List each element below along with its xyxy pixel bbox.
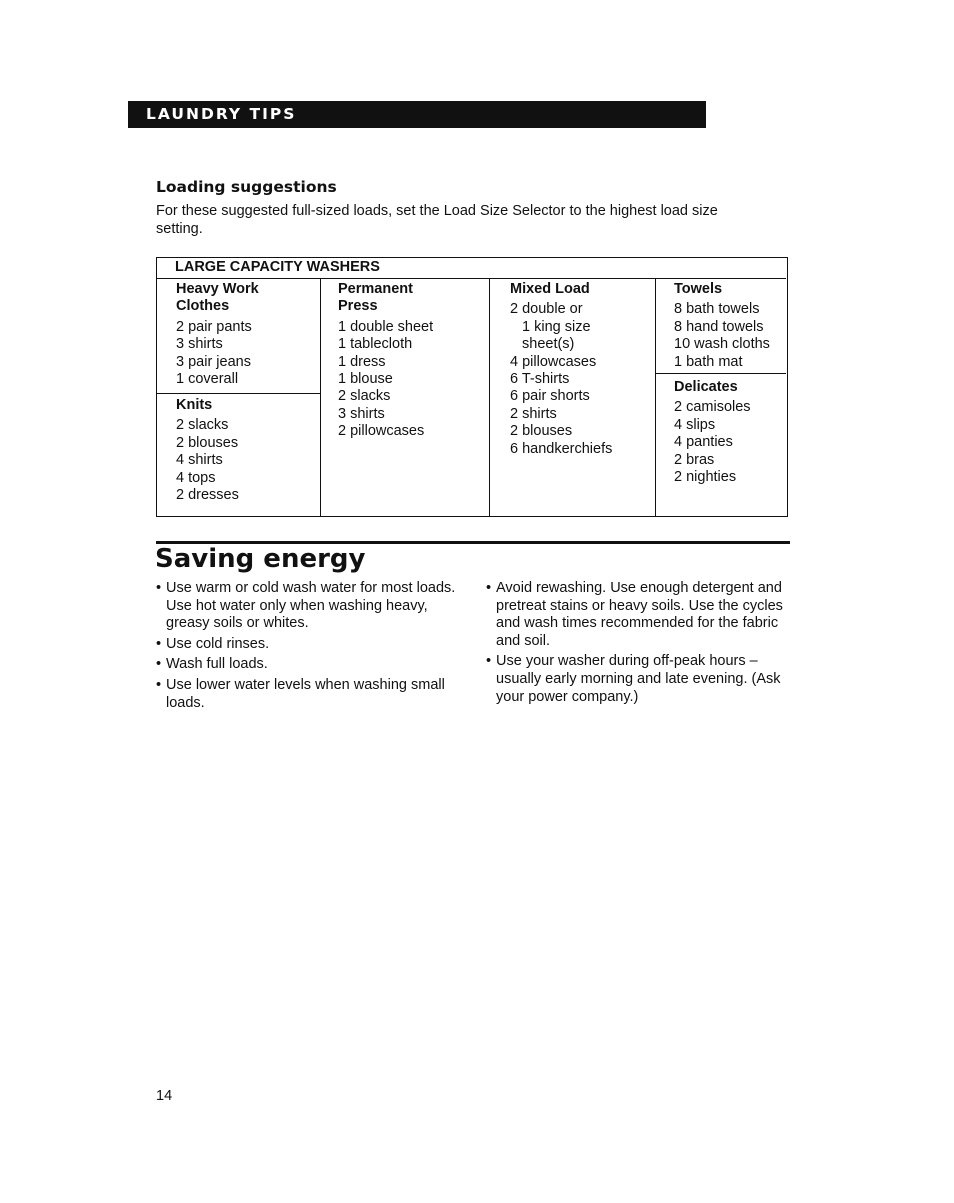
loading-intro-text: For these suggested full-sized loads, set the Load Size Selector to the highest load size setting. [156, 203, 718, 237]
list-item: 4 tops [176, 469, 216, 486]
delicates-heading: Delicates [674, 379, 738, 395]
list-item: 4 panties [674, 434, 733, 451]
list-item: 6 T-shirts [510, 371, 570, 388]
list-item: • Wash full loads. [156, 656, 268, 673]
list-item: 2 pair pants [176, 318, 252, 335]
table-title-divider [157, 278, 786, 279]
knits-heading: Knits [176, 397, 213, 413]
list-item: 2 double or [510, 301, 583, 318]
bullet-icon: • [156, 635, 162, 652]
section-banner [128, 101, 706, 128]
list-item: 1 coverall [176, 371, 239, 388]
mixed-load-heading: Mixed Load [510, 281, 590, 297]
mixed-load-cell [510, 281, 612, 458]
bullet-icon: • [486, 580, 492, 596]
list-item: 2 blouses [510, 423, 573, 440]
list-item: 2 slacks [338, 388, 391, 405]
permanent-press-heading: Permanent Press [338, 281, 413, 315]
load-table [156, 257, 788, 517]
energy-tips-right [486, 580, 791, 709]
list-item: 2 camisoles [674, 399, 751, 416]
knits-cell [176, 397, 239, 504]
list-item: 3 shirts [176, 336, 223, 353]
heavy-work-cell [176, 281, 259, 388]
list-item: 3 pair jeans [176, 353, 251, 370]
delicates-cell [674, 379, 751, 486]
energy-tips-left [156, 580, 456, 715]
bullet-icon: • [486, 653, 492, 670]
list-item: • Use cold rinses. [156, 635, 270, 652]
bullet-icon: • [156, 580, 162, 596]
list-item: 8 bath towels [674, 301, 760, 318]
heavy-knits-divider [157, 393, 320, 394]
banner-title: LAUNDRY TIPS [146, 105, 297, 123]
list-item: 2 shirts [510, 405, 557, 422]
list-item: • Use warm or cold wash water for most loads. Use hot water only when washing heavy, greasy soils or whites. [156, 580, 456, 632]
list-item: 1 blouse [338, 371, 393, 388]
list-item: 1 king size [522, 318, 591, 335]
list-item: sheet(s) [522, 336, 575, 353]
saving-energy-heading: Saving energy [155, 544, 366, 574]
list-item: 2 blouses [176, 434, 239, 451]
column-divider-2 [489, 278, 490, 516]
load-table-title: LARGE CAPACITY WASHERS [175, 259, 380, 275]
towels-delicates-divider [655, 373, 786, 374]
heavy-work-heading: Heavy Work Clothes [176, 281, 259, 315]
list-item: 10 wash cloths [674, 336, 770, 353]
list-item: 1 double sheet [338, 318, 434, 335]
bullet-icon: • [156, 656, 162, 673]
list-item: 2 nighties [674, 469, 737, 486]
towels-heading: Towels [674, 281, 723, 297]
list-item: 6 handkerchiefs [510, 440, 613, 457]
list-item: • Use lower water levels when washing small loads. [156, 676, 445, 711]
list-item: 2 dresses [176, 487, 239, 504]
column-divider-1 [320, 278, 321, 516]
page-number: 14 [156, 1088, 173, 1104]
list-item: 1 tablecloth [338, 336, 413, 353]
column-divider-3 [655, 278, 656, 516]
list-item: 4 slips [674, 416, 716, 433]
list-item: • Avoid rewashing. Use enough detergent and pretreat stains or heavy soils. Use the cycles and wash times recommended for the fabric and soil. [486, 580, 783, 649]
towels-cell [674, 281, 770, 371]
list-item: 2 bras [674, 451, 715, 468]
list-item: 6 pair shorts [510, 388, 590, 405]
list-item: 1 bath mat [674, 353, 743, 370]
list-item: 4 shirts [176, 452, 223, 469]
list-item: 8 hand towels [674, 318, 764, 335]
bullet-icon: • [156, 676, 162, 693]
list-item: • Use your washer during off-peak hours – usually early morning and late evening. (Ask your power company.) [486, 653, 781, 705]
list-item: 2 pillowcases [338, 423, 425, 440]
loading-suggestions-heading: Loading suggestions [156, 178, 337, 196]
permanent-press-cell [338, 281, 433, 441]
list-item: 2 slacks [176, 417, 229, 434]
list-item: 4 pillowcases [510, 353, 597, 370]
list-item: 3 shirts [338, 405, 385, 422]
list-item: 1 dress [338, 353, 386, 370]
